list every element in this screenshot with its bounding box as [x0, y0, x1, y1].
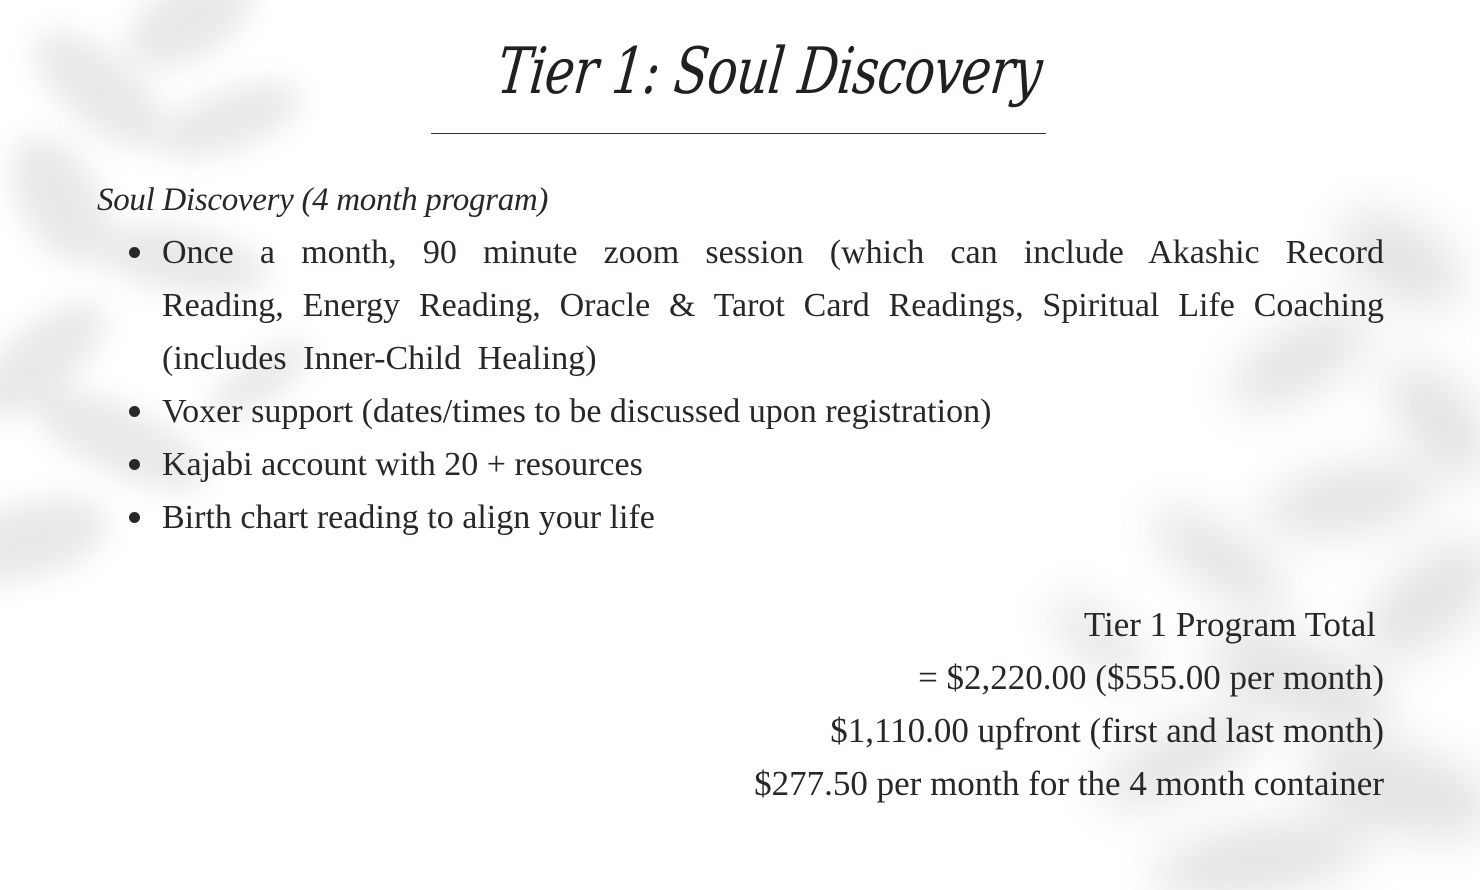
page-title: Tier 1: Soul Discovery — [493, 35, 1046, 109]
program-subtitle: Soul Discovery (4 month program) — [97, 182, 549, 218]
list-item-text: Birth chart reading to align your life — [162, 499, 655, 536]
bullet-dot-icon — [129, 459, 140, 470]
pricing-monthly: $277.50 per month for the 4 month container — [754, 764, 1384, 803]
bullet-dot-icon — [129, 512, 140, 523]
list-item — [162, 226, 1384, 385]
pricing-upfront: $1,110.00 upfront (first and last month) — [830, 711, 1384, 750]
list-item — [162, 491, 1384, 544]
list-item-text: Voxer support (dates/times to be discussed upon registration) — [162, 393, 992, 430]
list-item-text: Once a month, 90 minute zoom session (which can include Akashic Record Reading, Energy Reading, Oracle & Tarot Card Readings, Spiritual Life Coaching (includes Inner-Child Healing) — [162, 234, 1384, 377]
pricing-summary — [754, 598, 1384, 810]
pricing-heading: Tier 1 Program Total — [1083, 605, 1376, 644]
bullet-dot-icon — [129, 406, 140, 417]
title-divider — [431, 133, 1046, 134]
list-item-text: Kajabi account with 20 + resources — [162, 446, 643, 483]
bullet-dot-icon — [129, 247, 140, 258]
list-item — [162, 385, 1384, 438]
list-item — [162, 438, 1384, 491]
pricing-total: = $2,220.00 ($555.00 per month) — [918, 658, 1384, 697]
